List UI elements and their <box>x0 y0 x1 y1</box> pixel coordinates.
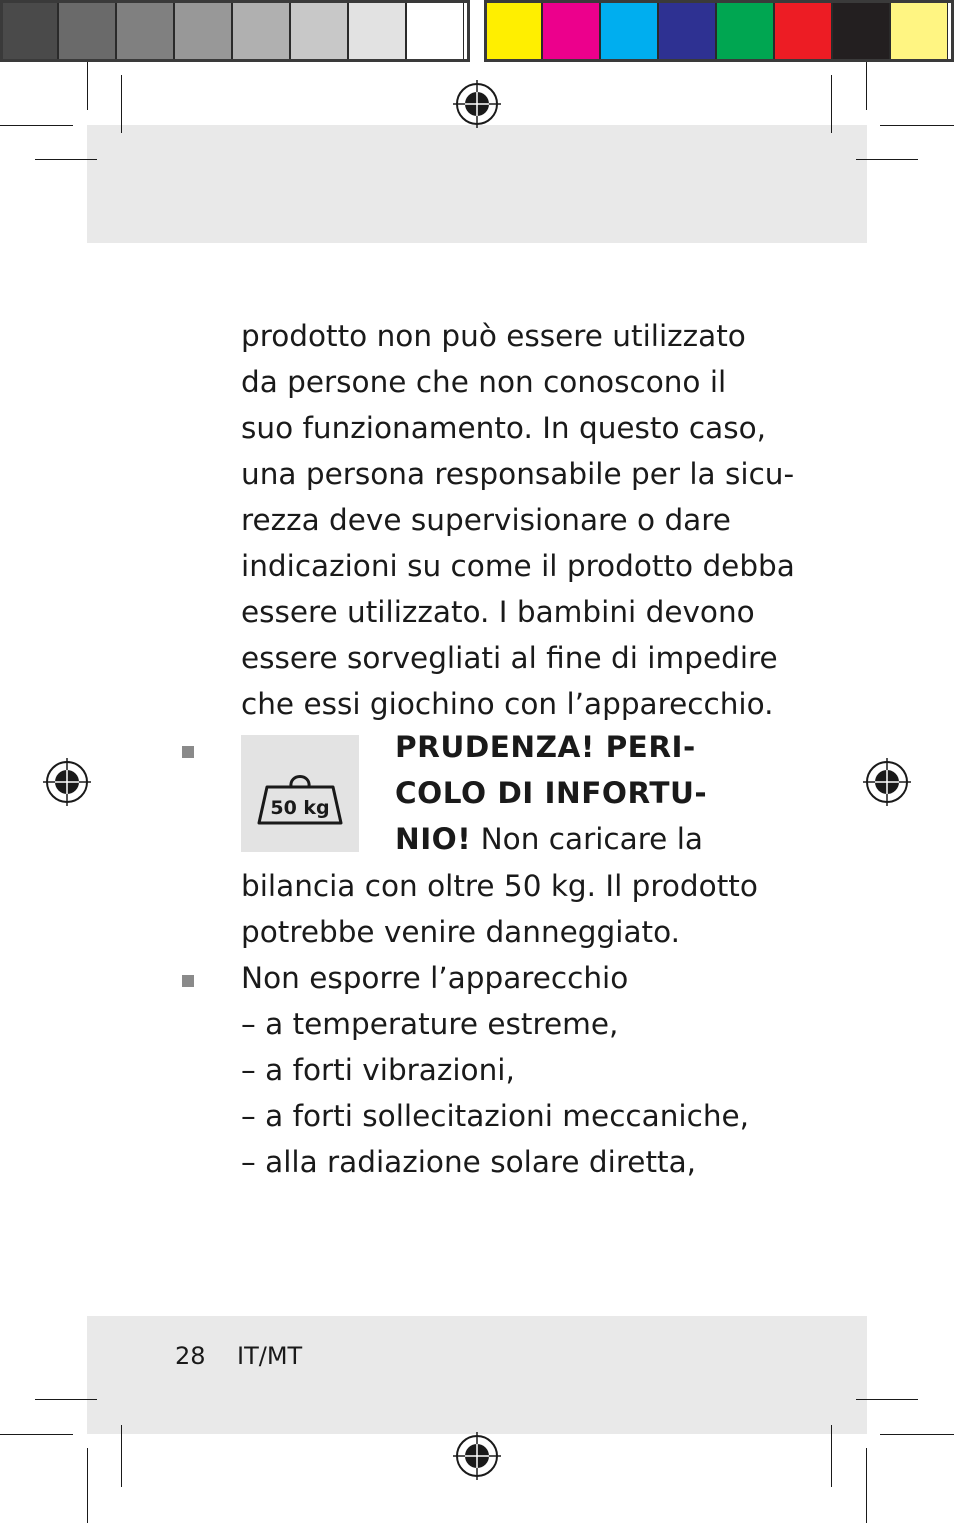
exposure-item: – a temperature estreme, <box>241 1007 619 1041</box>
exposure-item: – alla radiazione solare diretta, <box>241 1145 697 1179</box>
crop-mark <box>856 1399 918 1400</box>
registration-mark-icon <box>453 80 501 128</box>
exposure-item: – a forti sollecitazioni meccaniche, <box>241 1099 750 1133</box>
text-line: essere sorvegliati al fine di impedire <box>241 641 778 675</box>
crop-mark <box>0 125 73 126</box>
header-band <box>87 125 867 243</box>
gray-swatch <box>232 2 290 60</box>
color-swatch <box>774 2 832 60</box>
exposure-list <box>241 955 749 1185</box>
language-code: IT/MT <box>237 1342 303 1370</box>
gray-swatch <box>174 2 232 60</box>
color-swatch <box>832 2 890 60</box>
registration-mark-icon <box>863 758 911 806</box>
color-swatch <box>716 2 774 60</box>
crop-mark <box>831 1425 832 1487</box>
crop-mark <box>87 1448 88 1523</box>
crop-mark <box>831 75 832 133</box>
color-calibration-bar <box>484 0 948 62</box>
crop-mark <box>866 1448 867 1523</box>
crop-mark <box>121 1425 122 1487</box>
text-line: prodotto non può essere utilizzato <box>241 319 746 353</box>
gray-swatch <box>116 2 174 60</box>
text-line: indicazioni su come il prodotto debba <box>241 549 795 583</box>
gray-swatch <box>406 2 464 60</box>
crop-mark <box>0 1434 73 1435</box>
crop-mark <box>866 62 867 110</box>
weight-limit-pictogram <box>241 735 359 852</box>
warning-line-3 <box>395 816 703 862</box>
gray-swatch <box>290 2 348 60</box>
color-swatch <box>658 2 716 60</box>
exposure-intro: Non esporre l’apparecchio <box>241 961 629 995</box>
text-line: suo funzionamento. In questo caso, <box>241 411 767 445</box>
bullet-square <box>182 746 194 758</box>
crop-mark <box>121 75 122 133</box>
crop-mark <box>35 159 97 160</box>
text-line: che essi giochino con l’apparecchio. <box>241 687 774 721</box>
gray-calibration-bar <box>0 0 464 62</box>
crop-mark <box>856 159 918 160</box>
crop-mark <box>35 1399 97 1400</box>
color-swatch <box>600 2 658 60</box>
color-swatch <box>890 2 948 60</box>
footer-band <box>87 1316 867 1434</box>
text-line: da persone che non conoscono il <box>241 365 727 399</box>
weight-icon-label: 50 kg <box>270 797 330 819</box>
gray-swatch <box>0 2 58 60</box>
registration-mark-icon <box>453 1432 501 1480</box>
paragraph-supervision <box>241 313 795 727</box>
warning-heading-line-2: COLO DI INFORTU- <box>395 776 708 810</box>
color-swatch <box>484 2 542 60</box>
exposure-item: – a forti vibrazioni, <box>241 1053 515 1087</box>
warning-heading-line-1: PRUDENZA! PERI- <box>395 730 696 764</box>
crop-mark <box>880 1434 954 1435</box>
gray-swatch <box>58 2 116 60</box>
page-number: 28 <box>175 1342 206 1370</box>
crop-mark <box>880 125 954 126</box>
crop-mark <box>87 62 88 110</box>
color-swatch <box>542 2 600 60</box>
text-line: bilancia con oltre 50 kg. Il prodotto <box>241 869 758 903</box>
warning-text-start: Non caricare la <box>471 822 703 856</box>
text-line: rezza deve supervisionare o dare <box>241 503 731 537</box>
registration-mark-icon <box>43 758 91 806</box>
text-line: essere utilizzato. I bambini devono <box>241 595 755 629</box>
gray-swatch <box>348 2 406 60</box>
text-line: potrebbe venire danneggiato. <box>241 915 680 949</box>
weight-icon <box>241 735 359 852</box>
text-line: una persona responsabile per la sicu- <box>241 457 795 491</box>
warning-continuation <box>241 863 758 955</box>
warning-heading-line-3: NIO! <box>395 822 472 856</box>
bullet-square <box>182 975 194 987</box>
